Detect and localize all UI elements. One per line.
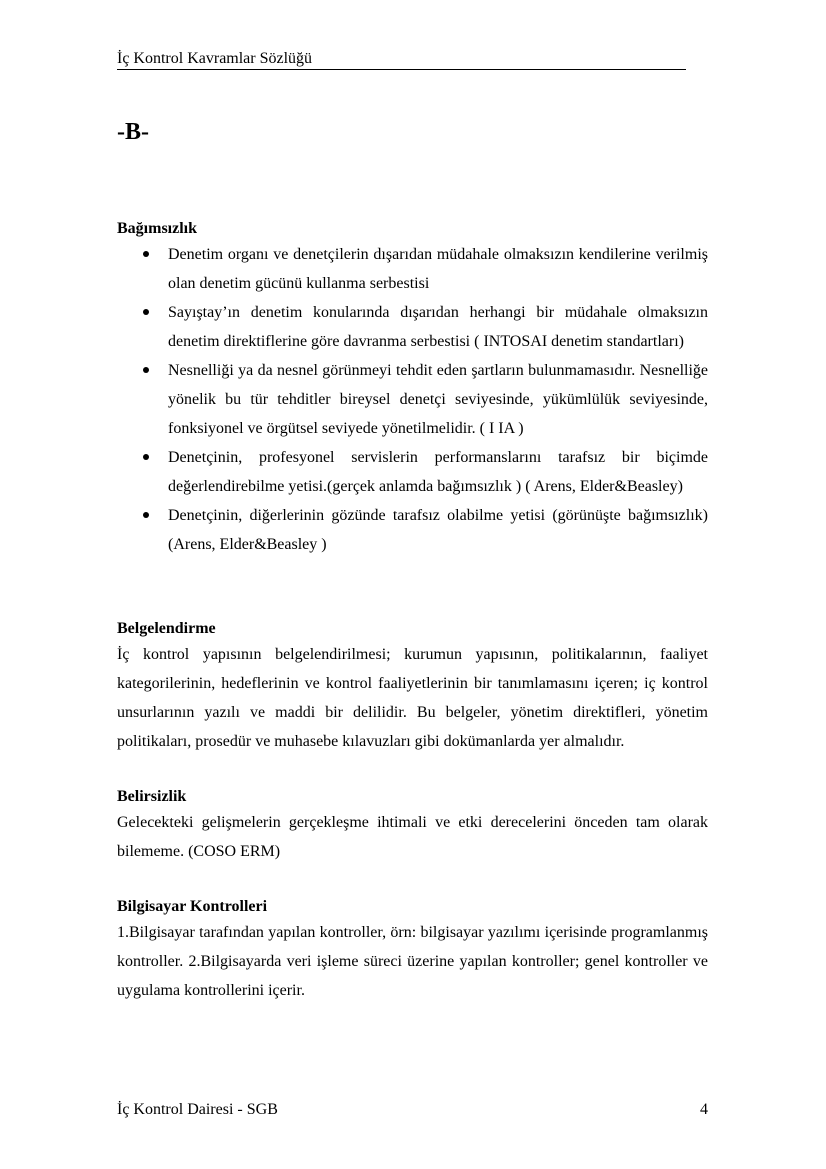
entry-belgelendirme (117, 618, 708, 756)
page-header (117, 49, 686, 70)
bullet-icon (143, 512, 149, 518)
document-title: İç Kontrol Kavramlar Sözlüğü (117, 50, 313, 67)
list-item-text: Denetim organı ve denetçilerin dışarıdan müdahale olmaksızın kendilerine verilmiş olan denetim gücünü kullanma serbestisi (168, 246, 708, 292)
list-item-text: Denetçinin, diğerlerinin gözünde tarafsız olabilme yetisi (görünüşte bağımsızlık) (Arens, Elder&Beasley ) (168, 507, 708, 553)
bullet-icon (143, 309, 149, 315)
list-item (117, 443, 708, 501)
term-heading: Bilgisayar Kontrolleri (117, 898, 268, 915)
section-letter: -B- (117, 119, 149, 145)
entry-bagimsizlik (117, 218, 708, 559)
entry-bilgisayar-kontrolleri (117, 896, 708, 1005)
entry-belirsizlik (117, 786, 708, 866)
list-item-text: Denetçinin, profesyonel servislerin performanslarını tarafsız bir biçimde değerlendirebilme yetisi.(gerçek anlamda bağımsızlık ) ( Arens, Elder&Beasley) (168, 449, 708, 495)
page-footer (117, 1100, 708, 1120)
list-item-text: Sayıştay’ın denetim konularında dışarıdan herhangi bir müdahale olmaksızın denetim direktiflerine göre davranma serbestisi ( INTOSAI denetim standartları) (168, 304, 708, 350)
list-item-text: Nesnelliği ya da nesnel görünmeyi tehdit eden şartların bulunmamasıdır. Nesnelliğe yönelik bu tür tehditler bireysel denetçi seviyesinde, yükümlülük seviyesinde, fonksiyonel ve örgütsel seviyede yönetilmelidir. ( I IA ) (168, 362, 708, 437)
list-item (117, 298, 708, 356)
page-number: 4 (700, 1101, 708, 1118)
list-item (117, 240, 708, 298)
term-heading: Bağımsızlık (117, 220, 198, 237)
list-item (117, 501, 708, 559)
term-heading: Belirsizlik (117, 788, 187, 805)
list-item (117, 356, 708, 443)
bullet-icon (143, 251, 149, 257)
term-heading: Belgelendirme (117, 620, 216, 637)
term-definition: İç kontrol yapısının belgelendirilmesi; kurumun yapısının, politikalarının, faaliyet kategorilerinin, hedeflerinin ve kontrol faaliyetlerinin bir tanımlamasını içeren; iç kontrol unsurlarının yazılı ve maddi bir delilidir. Bu belgeler, yönetim direktifleri, yönetim politikaları, prosedür ve muhasebe kılavuzları gibi dokümanlarda yer almalıdır. (117, 646, 708, 750)
term-definition: 1.Bilgisayar tarafından yapılan kontroller, örn: bilgisayar yazılımı içerisinde programlanmış kontroller. 2.Bilgisayarda veri işleme süreci üzerine yapılan kontroller; genel kontroller ve uygulama kontrollerini içerir. (117, 924, 708, 999)
bullet-icon (143, 454, 149, 460)
bullet-icon (143, 367, 149, 373)
term-definition: Gelecekteki gelişmelerin gerçekleşme ihtimali ve etki derecelerini önceden tam olarak bilememe. (COSO ERM) (117, 814, 708, 860)
definition-list (117, 240, 708, 559)
glossary-content (117, 218, 708, 1005)
footer-department: İç Kontrol Dairesi - SGB (117, 1101, 278, 1118)
